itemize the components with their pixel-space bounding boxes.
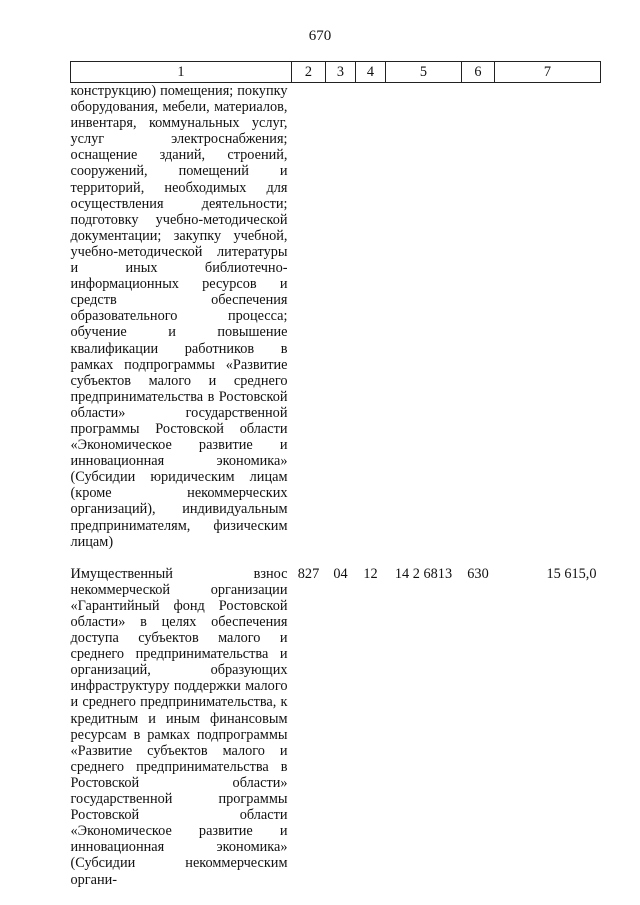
table-row	[71, 83, 601, 550]
row-expense-type: 630	[467, 565, 489, 582]
row-section-code: 04	[333, 565, 348, 582]
table-row	[71, 550, 601, 888]
budget-table	[70, 61, 601, 888]
row-amount	[495, 83, 601, 550]
header-col-3: 3	[326, 62, 356, 83]
header-col-5: 5	[386, 62, 462, 83]
header-col-2: 2	[292, 62, 326, 83]
header-col-4: 4	[356, 62, 386, 83]
row-description: Имущественный взнос некоммерческой организации «Гарантийный фонд Ростовской области» в целях обеспечения доступа субъектов малого и среднего предпринимательства и организаций, образующих инфраструктуру поддержки малого и среднего предпринимательства, к кредитным и иным финансовым ресурсам в рамках подпрограммы «Развитие субъектов малого и среднего предпринимательства в Ростовской области» государственной программы Ростовской области «Экономическое развитие и инновационная экономика» (Субсидии некоммерческим органи-	[70, 565, 288, 888]
row-ministry-code	[292, 83, 326, 550]
row-ministry-code: 827	[297, 565, 320, 582]
row-target-code	[386, 83, 462, 550]
row-subsection-code	[356, 83, 386, 550]
table-header	[71, 62, 601, 83]
row-target-code: 14 2 6813	[394, 565, 453, 582]
row-amount: 15 615,0	[546, 565, 597, 582]
row-section-code	[326, 83, 356, 550]
page-number: 670	[308, 28, 332, 44]
header-row	[71, 62, 601, 83]
header-col-6: 6	[462, 62, 495, 83]
header-col-7: 7	[495, 62, 601, 83]
row-subsection-code: 12	[363, 565, 378, 582]
row-description: конструкцию) помещения; покупку оборудования, мебели, материалов, инвентаря, коммунальных услуг, услуг электроснабжения; оснащение зданий, строений, сооружений, помещений и территорий, необходимых для осуществления деятельности; подготовку учебно-методической документации; закупку учебной, учебно-методической литературы и иных библиотечно-информационных ресурсов и средств обеспечения образовательного процесса; обучение и повышение квалификации работников в рамках подпрограммы «Развитие субъектов малого и среднего предпринимательства в Ростовской области» государственной программы Ростовской области «Экономическое развитие и инновационная экономика» (Субсидии юридическим лицам (кроме некоммерческих организаций), индивидуальным предпринимателям, физическим лицам)	[70, 83, 288, 550]
row-expense-type	[462, 83, 495, 550]
header-col-1: 1	[71, 62, 292, 83]
